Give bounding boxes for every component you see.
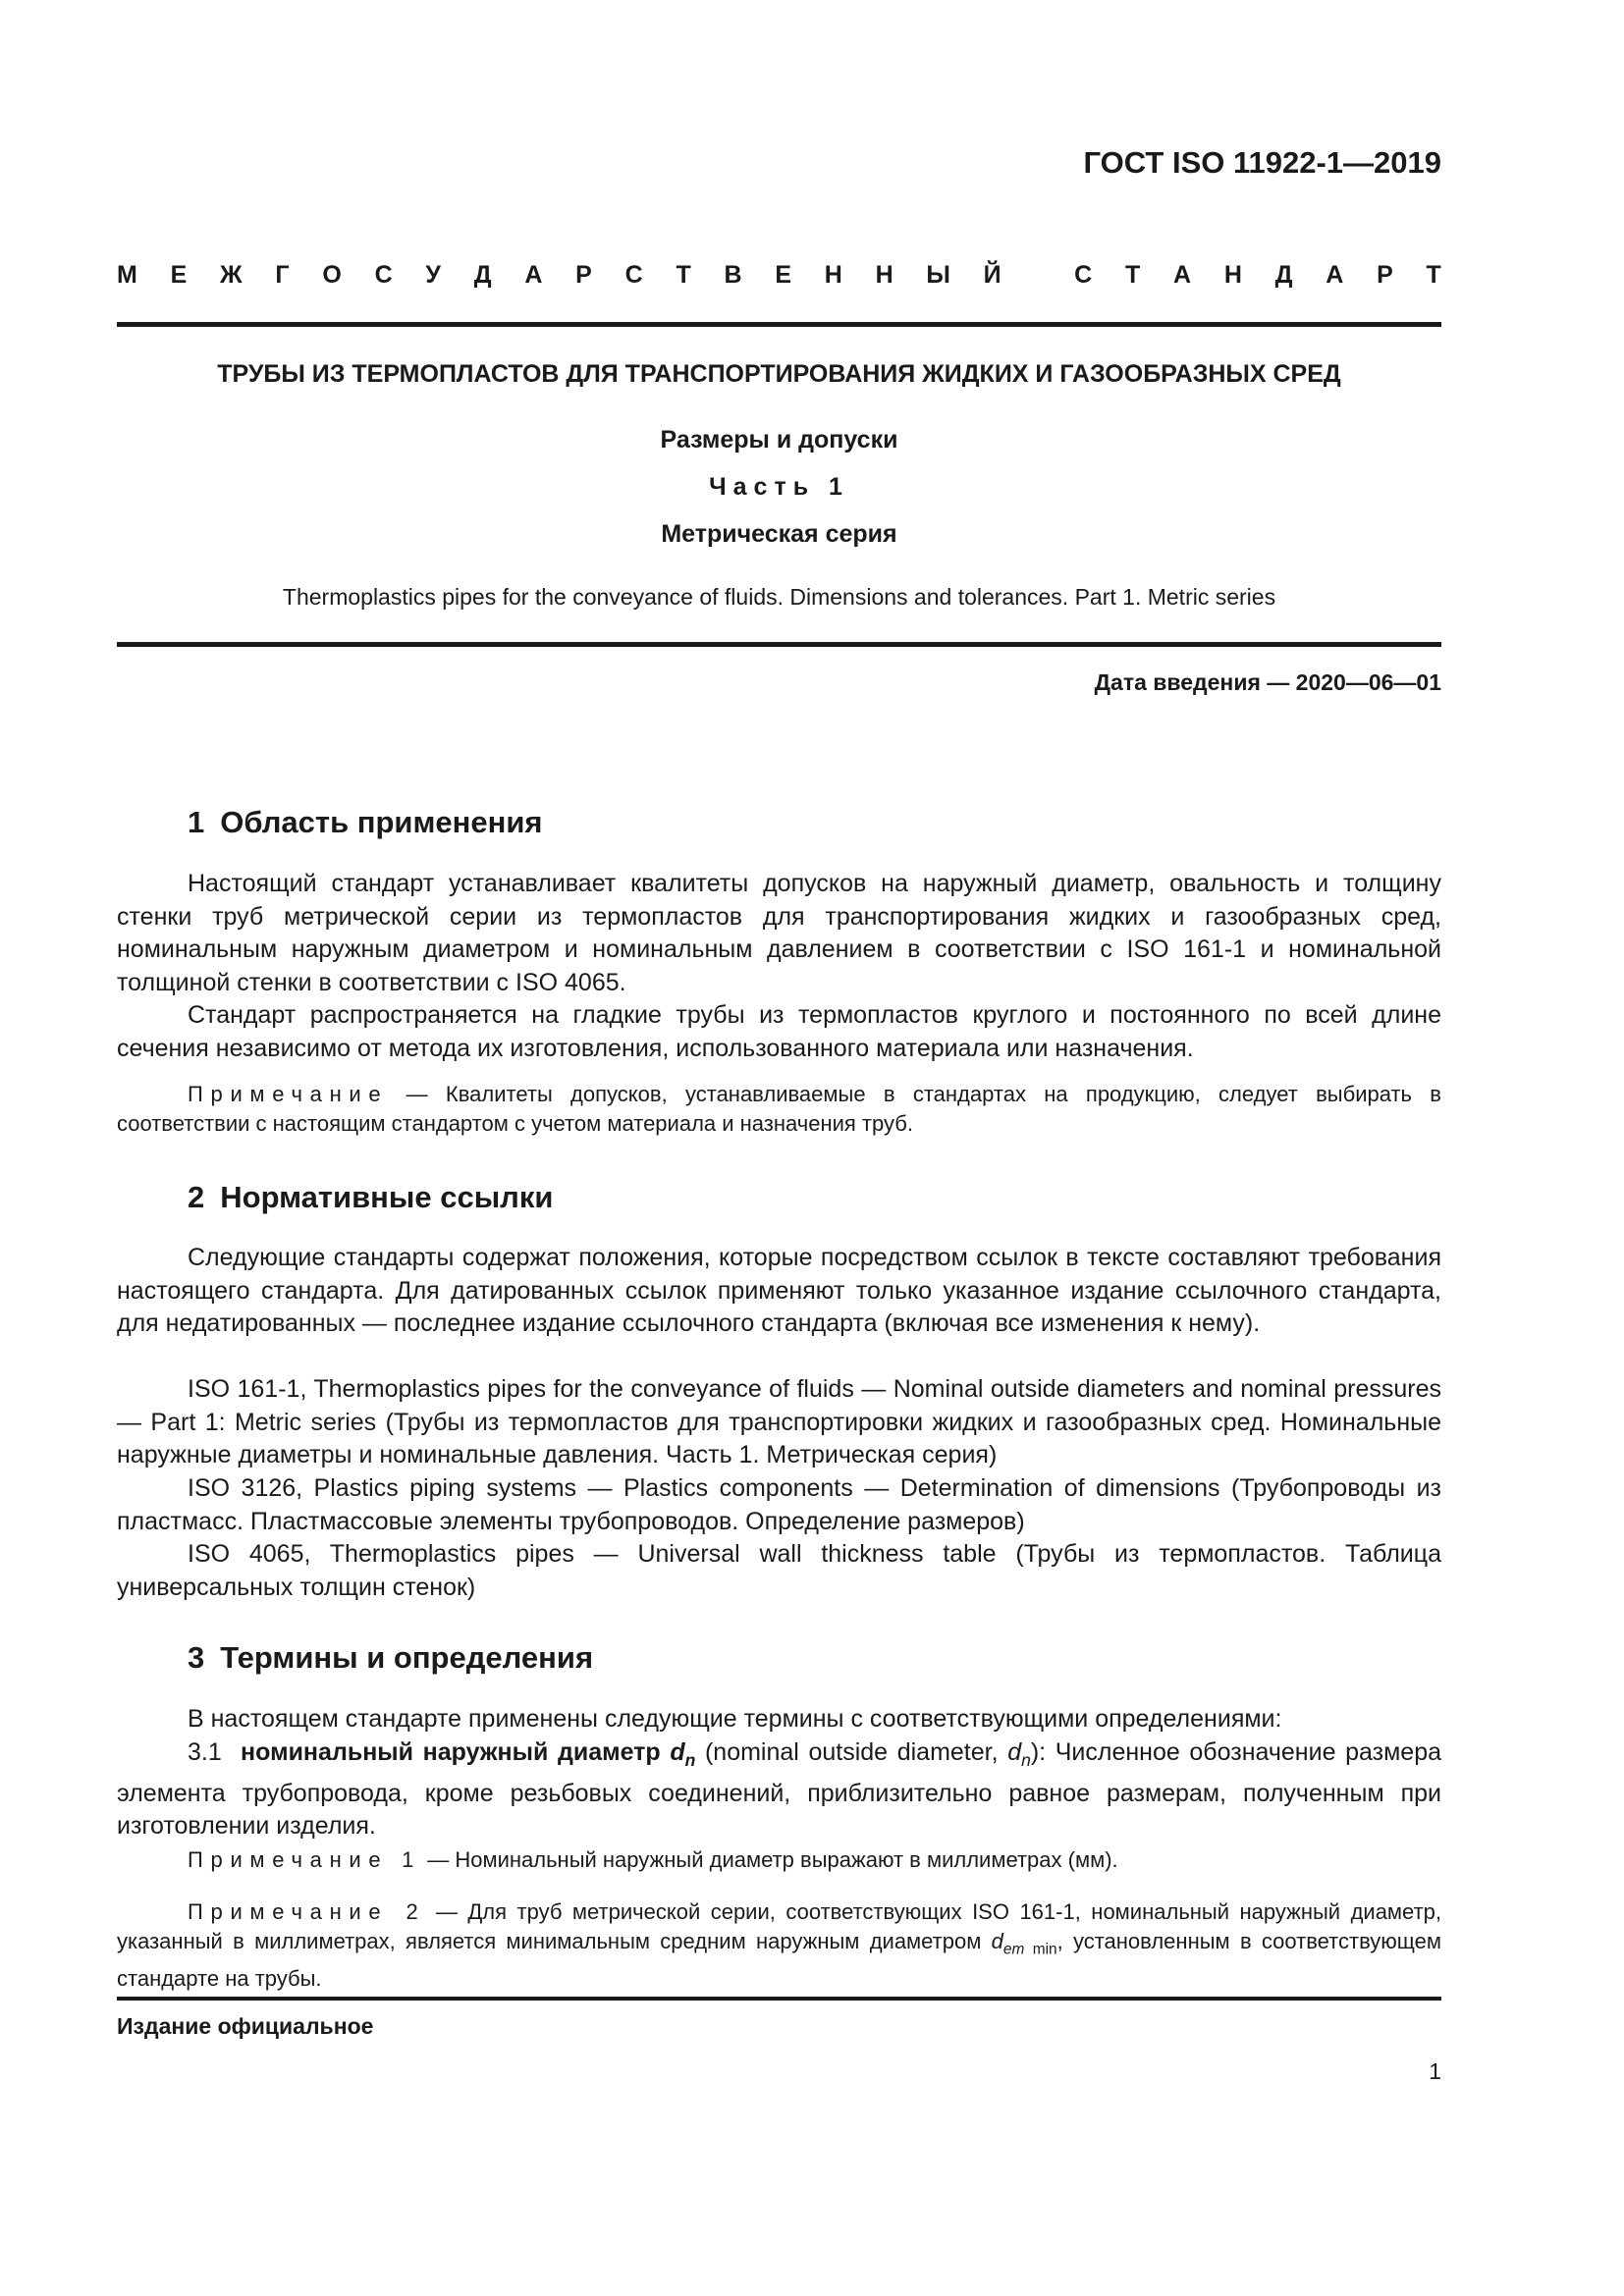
normative-reference-iso-3126: ISO 3126, Plastics piping systems — Plastics components — Determination of dimensions (Трубопроводы из пластмасс. Пластмассовые элементы трубопроводов. Определение размеров) xyxy=(117,1474,1441,1535)
normative-reference-iso-4065: ISO 4065, Thermoplastics pipes — Universal wall thickness table (Трубы из термопластов. Таблица универсальных толщин стенок) xyxy=(117,1540,1441,1601)
term-3-1 xyxy=(117,1736,1441,1843)
term-english-symbol-subscript: n xyxy=(1021,1750,1031,1770)
section-3-note-2 xyxy=(117,1897,1441,1994)
interstate-letter: Й xyxy=(983,261,1001,289)
interstate-letter: Т xyxy=(1124,261,1141,289)
interstate-letter: Е xyxy=(170,261,188,289)
footer-divider xyxy=(117,1997,1441,2001)
document-title: ТРУБЫ ИЗ ТЕРМОПЛАСТОВ ДЛЯ ТРАНСПОРТИРОВАНИЯ ЖИДКИХ И ГАЗООБРАЗНЫХ СРЕД xyxy=(217,360,1341,388)
interstate-letter: С xyxy=(1074,261,1093,289)
official-edition-label: Издание официальное xyxy=(117,2013,374,2039)
term-name: номинальный наружный диаметр xyxy=(241,1738,661,1766)
interstate-letter: О xyxy=(322,261,342,289)
interstate-word-gap xyxy=(1034,261,1041,290)
section-1-paragraph-2: Стандарт распространяется на гладкие трубы из термопластов круглого и постоянного по всей длине сечения независимо от метода их изготовления, использованного материала или назначения. xyxy=(117,1001,1441,1062)
note-symbol: d xyxy=(991,1929,1003,1953)
section-2-paragraph-1: Следующие стандарты содержат положения, которые посредством ссылок в тексте составляют требования настоящего стандарта. Для датированных ссылок применяют только указанное издание ссылочного стандарта, для недатированных — последнее издание ссылочного стандарта (включая все изменения к нему). xyxy=(117,1244,1441,1337)
interstate-letter: В xyxy=(724,261,742,289)
interstate-letter: Ы xyxy=(926,261,950,289)
interstate-letter: Н xyxy=(824,261,842,289)
section-title: Нормативные ссылки xyxy=(220,1180,554,1214)
section-3-paragraph-1: В настоящем стандарте применены следующие термины с соответствующими определениями: xyxy=(188,1705,1282,1733)
section-number: 3 xyxy=(188,1640,205,1675)
interstate-letter: Г xyxy=(275,261,290,289)
term-number: 3.1 xyxy=(188,1738,222,1766)
section-1-paragraph-1: Настоящий стандарт устанавливает квалитеты допусков на наружный диаметр, овальность и толщину стенки труб метрической серии из термопластов для транспортирования жидких и газообразных сред, номинальным наружным диаметром и номинальным давлением в соответствии с ISO 161-1 и номинальной толщиной стенки в соответствии с ISO 4065. xyxy=(117,870,1441,996)
note-text-b: , установленным в соответствующем стандарте на трубы. xyxy=(117,1929,1441,1992)
term-definition: Численное обозначение размера элемента трубопровода, кроме резьбовых соединений, приблизительно равное размерам, полученным при изготовлении изделия. xyxy=(117,1738,1441,1840)
interstate-standard-heading xyxy=(117,261,1441,290)
note-text: — Квалитеты допусков, устанавливаемые в стандартах на продукцию, следует выбирать в соответствии с настоящим стандартом с учетом материала и назначения труб. xyxy=(117,1082,1441,1136)
term-english-symbol: d xyxy=(1007,1738,1022,1766)
section-2-heading xyxy=(188,1180,553,1215)
interstate-letter: А xyxy=(1173,261,1192,289)
normative-reference-iso-161-1: ISO 161-1, Thermoplastics pipes for the conveyance of fluids — Nominal outside diameters and nominal pressures — Part 1: Metric series (Трубы из термопластов для транспортировки жидких и газообразных сред. Номинальные наружные диаметры и номинальные давления. Часть 1. Метрическая серия) xyxy=(117,1375,1441,1468)
interstate-letter: А xyxy=(1326,261,1344,289)
section-1-note xyxy=(117,1080,1441,1139)
section-number: 2 xyxy=(188,1180,205,1214)
section-1-heading xyxy=(188,805,543,840)
document-title-english: Thermoplastics pipes for the conveyance of fluids. Dimensions and tolerances. Part 1. Metric series xyxy=(282,584,1276,610)
section-number: 1 xyxy=(188,805,205,839)
interstate-letter: Р xyxy=(1377,261,1393,289)
title-divider xyxy=(117,642,1441,647)
interstate-letter: Р xyxy=(575,261,592,289)
note-label: Примечание xyxy=(188,1082,389,1106)
interstate-letter: Т xyxy=(1426,261,1441,289)
interstate-letter: У xyxy=(425,261,441,289)
document-subtitle: Размеры и допуски xyxy=(660,426,898,454)
interstate-letter: А xyxy=(524,261,543,289)
term-symbol: d xyxy=(670,1738,685,1766)
interstate-letter: Д xyxy=(1274,261,1293,289)
note-symbol-subscript: em xyxy=(1002,1941,1025,1958)
interstate-letter: С xyxy=(374,261,393,289)
document-series: Метрическая серия xyxy=(661,520,897,548)
document-part: Часть 1 xyxy=(709,473,849,501)
introduction-date: Дата введения — 2020—06—01 xyxy=(1094,669,1441,695)
term-symbol-subscript: n xyxy=(684,1750,696,1770)
section-title: Термины и определения xyxy=(220,1640,594,1675)
note-label: Примечание 2 xyxy=(188,1899,426,1924)
note-symbol-subscript-min: min xyxy=(1024,1941,1057,1958)
interstate-letter: М xyxy=(117,261,137,289)
interstate-letter: Т xyxy=(676,261,691,289)
interstate-letter: Д xyxy=(473,261,492,289)
section-3-heading xyxy=(188,1640,593,1676)
note-text-a: — Для труб метрической серии, соответствующих ISO 161-1, номинальный наружный диаметр, указанный в миллиметрах, является минимальным средним наружным диаметром xyxy=(117,1899,1441,1953)
interstate-letter: Н xyxy=(875,261,893,289)
interstate-letter: Е xyxy=(775,261,791,289)
section-title: Область применения xyxy=(220,805,543,839)
term-english-close: ): xyxy=(1030,1738,1056,1766)
page-number: 1 xyxy=(1429,2058,1441,2084)
interstate-letter: Н xyxy=(1223,261,1242,289)
section-3-note-1 xyxy=(117,1845,1441,1875)
standard-code: ГОСТ ISO 11922-1—2019 xyxy=(1083,145,1441,180)
note-label: Примечание 1 xyxy=(188,1847,422,1872)
note-text: — Номинальный наружный диаметр выражают в миллиметрах (мм). xyxy=(421,1847,1118,1872)
header-divider xyxy=(117,322,1441,327)
interstate-letter: С xyxy=(624,261,643,289)
term-english-open: (nominal outside diameter, xyxy=(695,1738,1008,1766)
interstate-letter: Ж xyxy=(220,261,243,289)
